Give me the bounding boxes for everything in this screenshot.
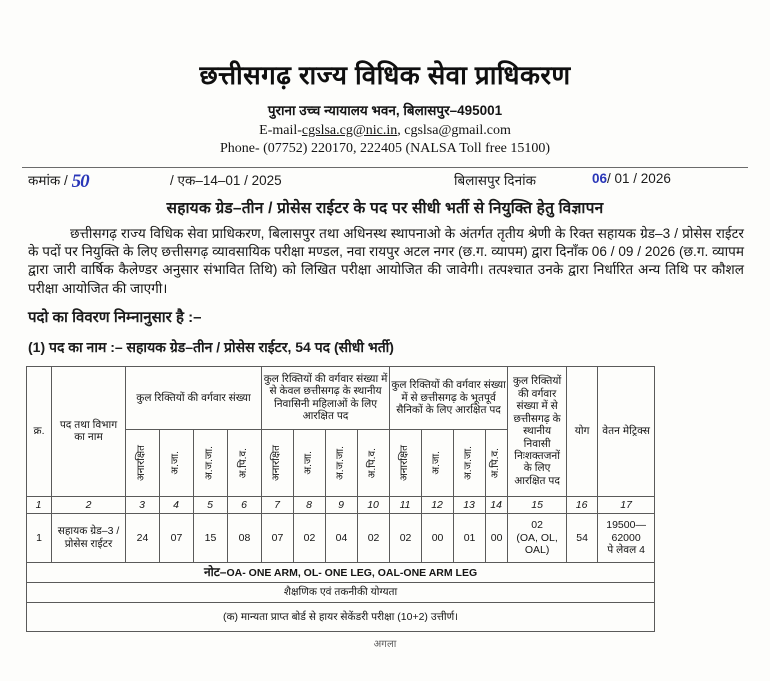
category-unreserved-3: अनारक्षित [390, 429, 422, 496]
table-qualification-heading-row [27, 582, 655, 602]
place-date-label: बिलासपुर दिनांक [454, 173, 536, 188]
colnum-9: 9 [326, 496, 358, 513]
colnum-15: 15 [508, 496, 567, 513]
row-exserv-unreserved: 02 [390, 513, 422, 562]
email-secondary: cgslsa@gmail.com [404, 123, 511, 138]
document-page [0, 56, 770, 681]
reference-number-group [28, 171, 89, 193]
category-obc-2: अ.पि.व. [358, 429, 390, 496]
category-st-2: अ.ज.जा. [326, 429, 358, 496]
header-disabled-reserved: कुल रिक्तियों की वर्गवार संख्या में से छत्तीसगढ़ के स्थानीय निवासी निःशक्तजनों के लिए आरक्षित पद [508, 366, 567, 496]
table-qualification-item-row [27, 602, 655, 631]
post-heading: (1) पद का नाम :– सहायक ग्रेड–तीन / प्रोसेस राईटर, 54 पद (सीधी भर्ती) [28, 338, 394, 355]
colnum-12: 12 [422, 496, 454, 513]
organization-email-line [22, 123, 748, 139]
pay-line-1: 19500— [606, 519, 646, 532]
header-post-department: पद तथा विभाग का नाम [52, 366, 126, 496]
colnum-5: 5 [194, 496, 228, 513]
header-ex-servicemen-reserved: कुल रिक्तियों की वर्गवार संख्या में से छत्तीसगढ़ के भूतपूर्व सैनिकों के लिए आरक्षित पद [390, 366, 508, 429]
vacancy-table [26, 366, 655, 632]
table-row [27, 513, 655, 562]
table-group-header-row [27, 366, 655, 429]
details-heading: पदो का विवरण निम्नानुसार है :– [28, 308, 202, 326]
category-sc-1: अ.जा. [160, 429, 194, 496]
row-pay-matrix [598, 513, 655, 562]
colnum-13: 13 [454, 496, 486, 513]
email-primary: cgslsa.cg@nic.in [301, 123, 398, 138]
table-column-number-row [27, 496, 655, 513]
row-disabled [508, 513, 567, 562]
header-total: योग [567, 366, 598, 496]
row-total-obc: 08 [228, 513, 262, 562]
note-label: नोट– [203, 564, 227, 579]
colnum-3: 3 [126, 496, 160, 513]
row-women-sc: 02 [294, 513, 326, 562]
category-unreserved-1: अनारक्षित [126, 429, 160, 496]
organization-address: पुराना उच्च न्यायालय भवन, बिलासपुर–495001 [267, 103, 503, 118]
header-serial: क्र. [27, 366, 52, 496]
row-total-sc: 07 [160, 513, 194, 562]
row-women-obc: 02 [358, 513, 390, 562]
header-pay-matrix: वेतन मेट्रिक्स [598, 366, 655, 496]
category-st-1: अ.ज.जा. [194, 429, 228, 496]
table-note-row [27, 562, 655, 582]
organization-phone-line: Phone- (07752) 220170, 222405 (NALSA Toll free 15100) [219, 141, 551, 156]
intro-paragraph [22, 225, 748, 298]
email-label: E-mail- [259, 123, 302, 138]
issue-date-day: 06 [592, 171, 608, 186]
organization-title: छत्तीसगढ़ राज्य विधिक सेवा प्राधिकरण [199, 60, 571, 90]
colnum-1: 1 [27, 496, 52, 513]
row-total-posts: 54 [567, 513, 598, 562]
colnum-16: 16 [567, 496, 598, 513]
pay-line-2: 62000 [611, 531, 641, 544]
row-exserv-obc: 00 [486, 513, 508, 562]
email-separator: , [397, 123, 405, 138]
category-unreserved-2: अनारक्षित [262, 429, 294, 496]
row-disabled-types: (OA, OL, OAL) [516, 531, 558, 557]
row-post-name: सहायक ग्रेड–3 / प्रोसेस राईटर [52, 513, 126, 562]
issue-date [592, 171, 671, 186]
category-sc-2: अ.जा. [294, 429, 326, 496]
colnum-7: 7 [262, 496, 294, 513]
category-st-3: अ.ज.जा. [454, 429, 486, 496]
row-exserv-sc: 00 [422, 513, 454, 562]
colnum-10: 10 [358, 496, 390, 513]
reference-line [22, 167, 748, 192]
vacancy-table-wrapper [22, 366, 748, 632]
row-women-unreserved: 07 [262, 513, 294, 562]
category-obc-3: अ.पि.व. [486, 429, 508, 496]
row-disabled-count: 02 [531, 519, 543, 532]
header-women-local-reserved: कुल रिक्तियों की वर्गवार संख्या में से केवल छत्तीसगढ़ के स्थानीय निवासिनी महिलाओं के लिए आरक्षित पद [262, 366, 390, 429]
colnum-2: 2 [52, 496, 126, 513]
row-total-st: 15 [194, 513, 228, 562]
colnum-17: 17 [598, 496, 655, 513]
colnum-8: 8 [294, 496, 326, 513]
category-obc-1: अ.पि.व. [228, 429, 262, 496]
row-total-unreserved: 24 [126, 513, 160, 562]
colnum-6: 6 [228, 496, 262, 513]
colnum-4: 4 [160, 496, 194, 513]
row-women-st: 04 [326, 513, 358, 562]
row-serial: 1 [27, 513, 52, 562]
colnum-11: 11 [390, 496, 422, 513]
header-total-vacancy: कुल रिक्तियों की वर्गवार संख्या [126, 366, 262, 429]
intro-paragraph-text: छत्तीसगढ़ राज्य विधिक सेवा प्राधिकरण, बिलासपुर तथा अधिनस्थ स्थापनाओ के अंतर्गत तृतीय श्रेणी के रिक्त सहायक ग्रेड–3 / प्रोसेस राईटर के पदों पर नियुक्ति के लिए छत्तीसगढ़ व्यावसायिक परीक्षा मण्डल, नवा रायपुर अटल नगर (छ.ग. व्यापम) द्वारा दिनाँक 06 / 09 / 2026 (छ.ग. व्यापम द्वारा जारी वार्षिक कैलेण्डर अनुसार संभावित तिथि) को लिखित परीक्षा आयोजित की जावेगी। तत्पश्चात उनके द्वारा निर्धारित अन्य तिथि पर कौशल परीक्षा आयोजित की जाएगी। [28, 226, 744, 296]
page-continuation-marker: अगला [373, 638, 397, 650]
issue-date-rest: / 01 / 2026 [607, 171, 671, 186]
qualification-heading: शैक्षणिक एवं तकनीकी योग्यता [27, 582, 655, 602]
note-text: OA- ONE ARM, OL- ONE LEG, OAL-ONE ARM LEG [226, 566, 478, 579]
colnum-14: 14 [486, 496, 508, 513]
file-code: / एक–14–01 / 2025 [170, 173, 282, 188]
category-sc-3: अ.जा. [422, 429, 454, 496]
qualification-item: (क) मान्यता प्राप्त बोर्ड से हायर सेकेंडरी परीक्षा (10+2) उत्तीर्ण। [27, 602, 655, 631]
row-exserv-st: 01 [454, 513, 486, 562]
pay-line-3: पे लेवल 4 [607, 544, 645, 557]
kramank-label: कमांक / [28, 173, 68, 188]
advertisement-subject: सहायक ग्रेड–तीन / प्रोसेस राईटर के पद पर सीधी भर्ती से नियुक्ति हेतु विज्ञापन [166, 200, 604, 217]
kramank-handwritten-value: 50 [71, 171, 89, 192]
abbreviation-note [27, 562, 655, 582]
